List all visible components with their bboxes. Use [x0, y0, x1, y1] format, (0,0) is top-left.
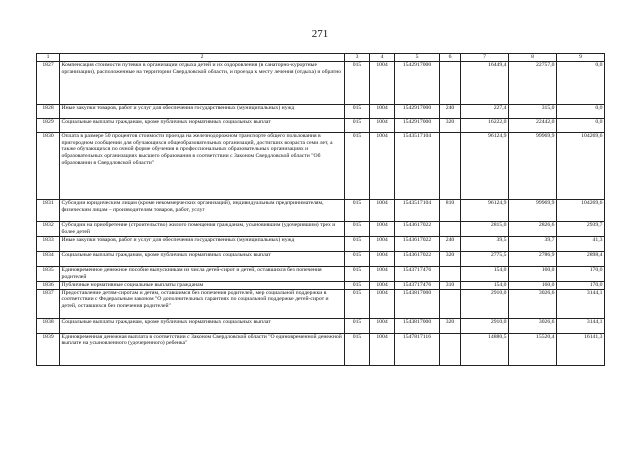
ministry-code: 015 — [345, 200, 370, 222]
amount-year-2: 39,7 — [509, 237, 557, 252]
column-header-4: 4 — [370, 54, 395, 62]
row-description: Субсидии на приобретение (строительство) жилого помещения гражданам, усыновившим (удочерившим) трех и более детей — [60, 222, 345, 237]
amount-year-1: 154,0 — [461, 282, 509, 290]
target-article-code: 1543817000 — [395, 289, 440, 318]
row-number: 1835 — [37, 267, 60, 282]
amount-year-2: 2826,6 — [509, 222, 557, 237]
row-number: 1839 — [37, 333, 60, 365]
target-article-code: 1547817116 — [395, 333, 440, 365]
table-row — [37, 133, 605, 200]
expense-type-code: 240 — [440, 237, 461, 252]
table-row — [37, 237, 605, 252]
column-header-3: 3 — [345, 54, 370, 62]
section-code: 1004 — [370, 200, 395, 222]
row-number: 1834 — [37, 252, 60, 267]
amount-year-3: 3144,1 — [557, 318, 605, 333]
amount-year-3: 0,0 — [557, 62, 605, 105]
expense-type-code — [440, 267, 461, 282]
table-header-row — [37, 54, 605, 62]
target-article-code: 1543517104 — [395, 200, 440, 222]
table-row — [37, 289, 605, 318]
target-article-code: 1543517104 — [395, 133, 440, 200]
row-number: 1830 — [37, 133, 60, 200]
ministry-code: 015 — [345, 133, 370, 200]
section-code: 1004 — [370, 318, 395, 333]
target-article-code: 1543717476 — [395, 282, 440, 290]
target-article-code: 1543717476 — [395, 267, 440, 282]
row-description: Иные закупки товаров, работ и услуг для обеспечения государственных (муниципальных) нужд — [60, 105, 345, 119]
amount-year-1: 2815,0 — [461, 222, 509, 237]
amount-year-3: 104269,6 — [557, 200, 605, 222]
amount-year-1: 154,0 — [461, 267, 509, 282]
ministry-code: 015 — [345, 252, 370, 267]
table-row — [37, 119, 605, 133]
expense-type-code: 240 — [440, 105, 461, 119]
amount-year-3: 0,0 — [557, 119, 605, 133]
row-description: Иные закупки товаров, работ и услуг для обеспечения государственных (муниципальных) нужд — [60, 237, 345, 252]
row-description: Компенсация стоимости путевки в организации отдыха детей и их оздоровления (в санаторно-курортные организации), расположенные на территории Свердловской области, и проезда к месту лечения (отдыха) и обратно — [60, 62, 345, 105]
section-code: 1004 — [370, 289, 395, 318]
expense-type-code — [440, 133, 461, 200]
column-header-2: 2 — [60, 54, 345, 62]
amount-year-1: 14880,5 — [461, 333, 509, 365]
amount-year-1: 2910,0 — [461, 289, 509, 318]
row-number: 1831 — [37, 200, 60, 222]
ministry-code: 015 — [345, 237, 370, 252]
amount-year-3: 0,0 — [557, 105, 605, 119]
row-number: 1827 — [37, 62, 60, 105]
amount-year-1: 96124,9 — [461, 200, 509, 222]
table-row — [37, 267, 605, 282]
row-number: 1833 — [37, 237, 60, 252]
table-body — [37, 62, 605, 366]
amount-year-2: 99969,9 — [509, 133, 557, 200]
expense-type-code: 810 — [440, 200, 461, 222]
row-number: 1828 — [37, 105, 60, 119]
section-code: 1004 — [370, 105, 395, 119]
row-number: 1837 — [37, 289, 60, 318]
amount-year-3: 16141,3 — [557, 333, 605, 365]
row-number: 1829 — [37, 119, 60, 133]
row-number: 1838 — [37, 318, 60, 333]
expense-type-code — [440, 333, 461, 365]
ministry-code: 015 — [345, 222, 370, 237]
ministry-code: 015 — [345, 282, 370, 290]
row-description: Социальные выплаты гражданам, кроме публичных нормативных социальных выплат — [60, 119, 345, 133]
section-code: 1004 — [370, 133, 395, 200]
target-article-code: 1543617022 — [395, 237, 440, 252]
ministry-code: 015 — [345, 267, 370, 282]
section-code: 1004 — [370, 282, 395, 290]
column-header-1: 1 — [37, 54, 60, 62]
ministry-code: 015 — [345, 333, 370, 365]
amount-year-1: 227,4 — [461, 105, 509, 119]
row-description: Предоставление детям-сиротам и детям, оставшимся без попечения родителей, мер социальной поддержки в соответствии с Федеральным законом "О дополнительных гарантиях по социальной поддержке детей-сирот и детей, оставшихся без попечения родителей" — [60, 289, 345, 318]
expense-type-code: 320 — [440, 252, 461, 267]
ministry-code: 015 — [345, 119, 370, 133]
section-code: 1004 — [370, 62, 395, 105]
ministry-code: 015 — [345, 62, 370, 105]
amount-year-1: 2910,0 — [461, 318, 509, 333]
amount-year-2: 3026,6 — [509, 318, 557, 333]
ministry-code: 015 — [345, 289, 370, 318]
expense-type-code: 320 — [440, 119, 461, 133]
table-row — [37, 105, 605, 119]
amount-year-2: 160,0 — [509, 267, 557, 282]
section-code: 1004 — [370, 252, 395, 267]
amount-year-3: 2939,7 — [557, 222, 605, 237]
amount-year-1: 96124,9 — [461, 133, 509, 200]
amount-year-2: 22442,0 — [509, 119, 557, 133]
column-header-8: 8 — [509, 54, 557, 62]
row-description: Субсидии юридическим лицам (кроме некоммерческих организаций), индивидуальным предпринимателям, физическим лицам – производителям товаров, работ, услуг — [60, 200, 345, 222]
target-article-code: 1542917000 — [395, 119, 440, 133]
row-description: Социальные выплаты гражданам, кроме публичных нормативных социальных выплат — [60, 318, 345, 333]
expense-type-code: 310 — [440, 282, 461, 290]
target-article-code: 1542917000 — [395, 105, 440, 119]
amount-year-1: 39,5 — [461, 237, 509, 252]
row-description: Оплата в размере 50 процентов стоимости проезда на железнодорожном транспорте общего пользования в пригородном сообщении для обучающихся общеобразовательных организаций, достигших возраста семи лет, а также обучающихся по очной форме обучения в профессиональных образовательных организациях и образовательных организациях высшего образования в соответствии с Законом Свердловской области "Об образовании в Свердловской области" — [60, 133, 345, 200]
column-header-9: 9 — [557, 54, 605, 62]
table-row — [37, 318, 605, 333]
amount-year-2: 2786,9 — [509, 252, 557, 267]
section-code: 1004 — [370, 333, 395, 365]
target-article-code: 1543617022 — [395, 222, 440, 237]
amount-year-3: 104269,6 — [557, 133, 605, 200]
amount-year-1: 2775,5 — [461, 252, 509, 267]
amount-year-2: 315,0 — [509, 105, 557, 119]
amount-year-3: 170,0 — [557, 267, 605, 282]
expense-type-code: 320 — [440, 318, 461, 333]
amount-year-3: 3144,1 — [557, 289, 605, 318]
table-row — [37, 222, 605, 237]
section-code: 1004 — [370, 267, 395, 282]
page-number: 271 — [311, 28, 329, 40]
amount-year-2: 3026,6 — [509, 289, 557, 318]
ministry-code: 015 — [345, 105, 370, 119]
column-header-6: 6 — [440, 54, 461, 62]
target-article-code: 1542917000 — [395, 62, 440, 105]
amount-year-2: 22757,0 — [509, 62, 557, 105]
amount-year-2: 160,0 — [509, 282, 557, 290]
table-row — [37, 333, 605, 365]
target-article-code: 1543817000 — [395, 318, 440, 333]
amount-year-1: 16449,4 — [461, 62, 509, 105]
table-row — [37, 200, 605, 222]
section-code: 1004 — [370, 237, 395, 252]
section-code: 1004 — [370, 119, 395, 133]
amount-year-3: 170,0 — [557, 282, 605, 290]
table-row — [37, 282, 605, 290]
amount-year-3: 41,3 — [557, 237, 605, 252]
row-number: 1832 — [37, 222, 60, 237]
expense-type-code — [440, 222, 461, 237]
ministry-code: 015 — [345, 318, 370, 333]
budget-table — [36, 53, 605, 366]
amount-year-3: 2898,4 — [557, 252, 605, 267]
row-description: Социальные выплаты гражданам, кроме публичных нормативных социальных выплат — [60, 252, 345, 267]
expense-type-code — [440, 62, 461, 105]
row-description: Публичные нормативные социальные выплаты гражданам — [60, 282, 345, 290]
table-row — [37, 252, 605, 267]
amount-year-2: 99969,9 — [509, 200, 557, 222]
amount-year-2: 15520,4 — [509, 333, 557, 365]
column-header-7: 7 — [461, 54, 509, 62]
column-header-5: 5 — [395, 54, 440, 62]
section-code: 1004 — [370, 222, 395, 237]
row-number: 1836 — [37, 282, 60, 290]
table-row — [37, 62, 605, 105]
row-description: Единовременное денежное пособие выпускникам из числа детей-сирот и детей, оставшихся без попечения родителей — [60, 267, 345, 282]
expense-type-code — [440, 289, 461, 318]
amount-year-1: 16222,0 — [461, 119, 509, 133]
target-article-code: 1543617022 — [395, 252, 440, 267]
row-description: Единовременная денежная выплата в соответствии с Законом Свердловской области "О единовременной денежной выплате на усыновленного (удочеренного) ребенка" — [60, 333, 345, 365]
